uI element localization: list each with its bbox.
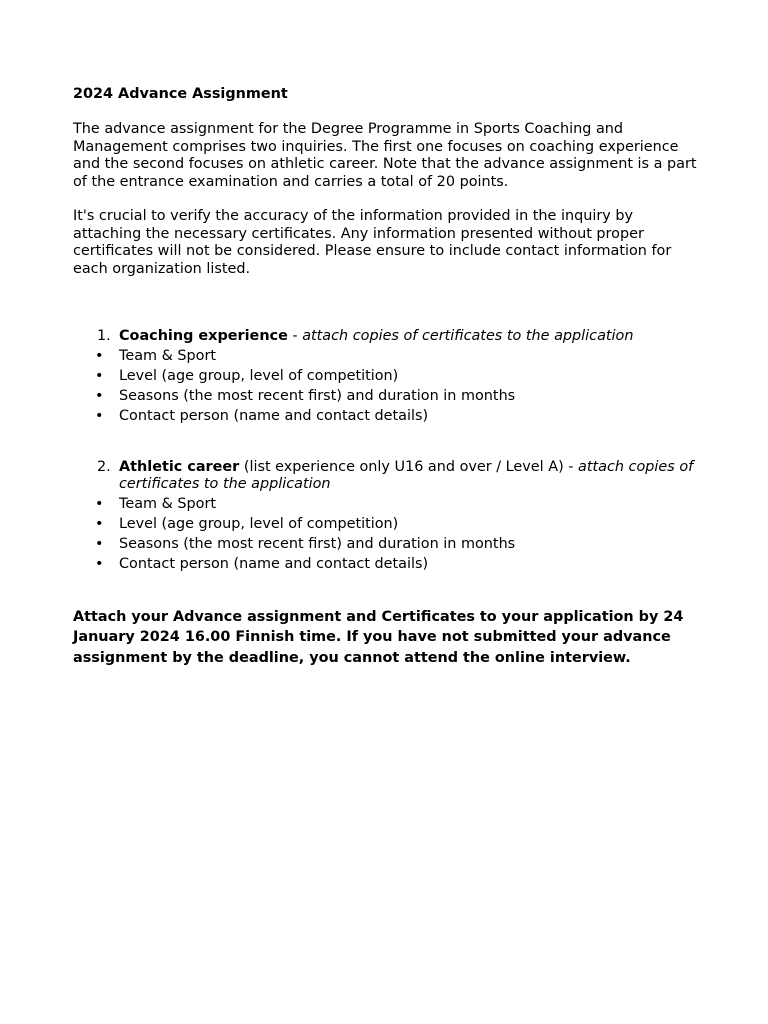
bullet-icon: •	[95, 555, 104, 572]
bullet-icon: •	[95, 495, 104, 512]
section-coaching-experience	[73, 328, 703, 426]
bullet-icon: •	[95, 347, 104, 364]
verification-paragraph: It's crucial to verify the accuracy of the information provided in the inquiry by attaching the necessary certificates. Any information presented without proper certificates will not be considered. Please ensure to include contact information for each organization listed.	[73, 208, 672, 277]
list-item	[73, 494, 703, 514]
list-item-text: Seasons (the most recent first) and duration in months	[119, 535, 516, 552]
section-instruction: attach copies of certificates to the application	[119, 458, 694, 492]
deadline-notice: Attach your Advance assignment and Certificates to your application by 24 January 2024 16.00 Finnish time. If you have not submitted your advance assignment by the deadline, you cannot attend the online interview.	[73, 608, 684, 666]
coaching-requirements-list	[73, 346, 703, 426]
bullet-icon: •	[95, 387, 104, 404]
list-item	[73, 386, 703, 406]
section-note: (list experience only U16 and over / Level A)	[239, 458, 564, 475]
list-item	[73, 554, 703, 574]
list-item	[73, 406, 703, 426]
list-item	[73, 346, 703, 366]
section-heading-line	[73, 328, 703, 346]
section-heading-line	[73, 459, 703, 494]
bullet-icon: •	[95, 535, 104, 552]
intro-paragraph: The advance assignment for the Degree Programme in Sports Coaching and Management comprises two inquiries. The first one focuses on coaching experience and the second focuses on athletic career. Note that the advance assignment is a part of the entrance examination and carries a total of 20 points.	[73, 121, 697, 190]
list-item-text: Contact person (name and contact details)	[119, 407, 429, 424]
section-heading-text	[119, 459, 703, 494]
list-item	[73, 366, 703, 386]
list-item-text: Seasons (the most recent first) and duration in months	[119, 387, 516, 404]
list-item	[73, 514, 703, 534]
section-number: 1.	[97, 328, 111, 344]
list-item	[73, 534, 703, 554]
section-number: 2.	[97, 458, 111, 475]
list-item-text: Level (age group, level of competition)	[119, 367, 399, 384]
list-item-text: Contact person (name and contact details)	[119, 555, 429, 572]
list-item-text: Team & Sport	[119, 347, 217, 364]
bullet-icon: •	[95, 367, 104, 384]
section-athletic-career	[73, 459, 703, 574]
section-instruction: attach copies of certificates to the application	[302, 328, 634, 344]
section-heading: Athletic career	[119, 458, 240, 475]
section-separator: -	[287, 328, 303, 344]
bullet-icon: •	[95, 515, 104, 532]
athletic-requirements-list	[73, 494, 703, 574]
section-heading: Coaching experience	[119, 328, 288, 344]
section-heading-text	[119, 328, 703, 346]
document-page	[73, 84, 703, 668]
bullet-icon: •	[95, 407, 104, 424]
list-item-text: Level (age group, level of competition)	[119, 515, 399, 532]
list-item-text: Team & Sport	[119, 495, 217, 512]
document-title: 2024 Advance Assignment	[73, 86, 288, 102]
section-separator: -	[563, 458, 579, 475]
